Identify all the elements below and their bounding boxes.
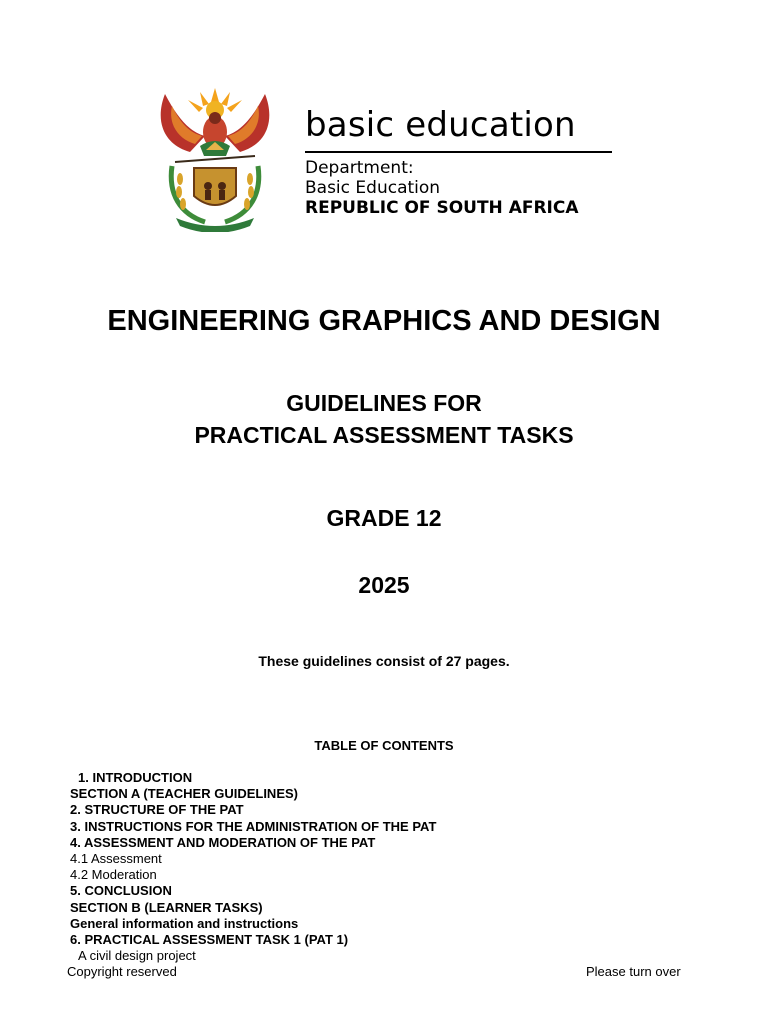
footer-copyright: Copyright reserved xyxy=(67,964,177,979)
country-name: REPUBLIC OF SOUTH AFRICA xyxy=(305,198,579,218)
toc-item: 5. CONCLUSION xyxy=(70,883,172,899)
toc-heading: TABLE OF CONTENTS xyxy=(314,738,454,753)
document-title: ENGINEERING GRAPHICS AND DESIGN xyxy=(107,305,661,337)
brand-divider xyxy=(305,151,612,153)
page-count-note: These guidelines consist of 27 pages. xyxy=(258,653,510,669)
toc-item: 6. PRACTICAL ASSESSMENT TASK 1 (PAT 1) xyxy=(70,932,349,948)
document-subtitle-line2: PRACTICAL ASSESSMENT TASKS xyxy=(194,422,574,448)
brand-title: basic education xyxy=(305,105,576,145)
toc-item: SECTION B (LEARNER TASKS) xyxy=(70,899,263,915)
table-of-contents xyxy=(70,770,670,964)
toc-item: 3. INSTRUCTIONS FOR THE ADMINISTRATION OF THE PAT xyxy=(70,818,437,834)
toc-item: General information and instructions xyxy=(70,915,299,931)
department-label: Department: xyxy=(305,158,414,178)
document-subtitle-line1: GUIDELINES FOR xyxy=(286,390,482,416)
toc-item: A civil design project xyxy=(78,948,196,964)
toc-item: SECTION A (TEACHER GUIDELINES) xyxy=(70,786,298,802)
grade-label: GRADE 12 xyxy=(326,505,442,531)
toc-item: 4.2 Moderation xyxy=(70,867,157,883)
south-africa-coat-of-arms-icon xyxy=(150,84,280,232)
toc-item: 1. INTRODUCTION xyxy=(78,770,193,785)
department-name: Basic Education xyxy=(305,178,441,198)
toc-item: 2. STRUCTURE OF THE PAT xyxy=(70,802,244,818)
toc-item: 4. ASSESSMENT AND MODERATION OF THE PAT xyxy=(70,834,376,850)
footer-turn-over: Please turn over xyxy=(586,964,681,979)
year-label: 2025 xyxy=(358,572,410,598)
toc-item: 4.1 Assessment xyxy=(70,851,162,867)
